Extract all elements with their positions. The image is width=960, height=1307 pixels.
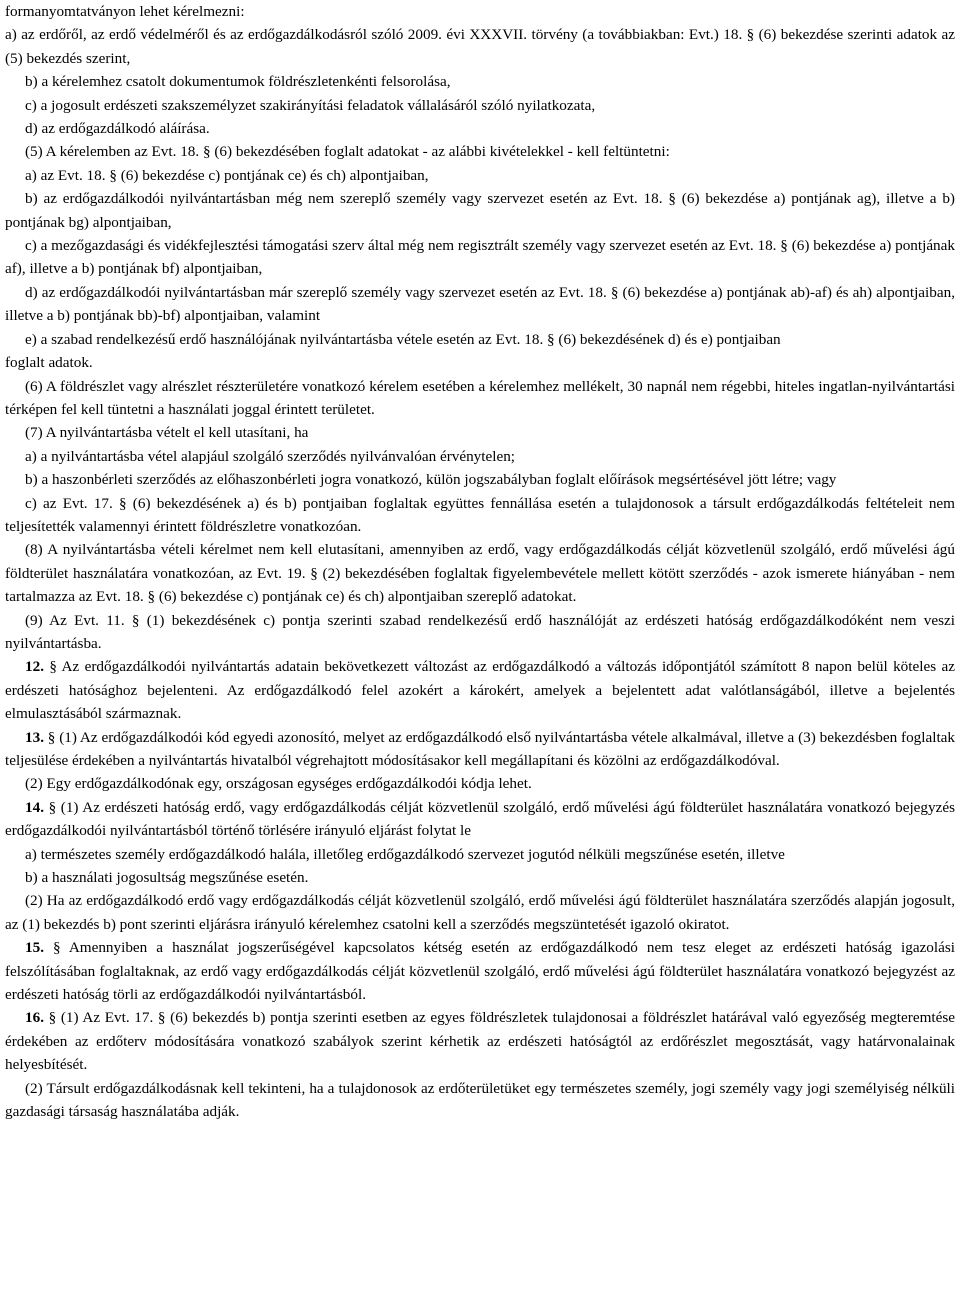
list-item-a: a) az Evt. 18. § (6) bekezdése c) pontjának ce) és ch) alpontjaiban, [25,166,429,184]
section-text: § Az erdőgazdálkodói nyilvántartás adatain bekövetkezett változást az erdőgazdálkodó a változás időpontjától számított 8 napon belül köteles az erdészeti hatósághoz bejelenteni. Az erdőgazdálkodó felel azokért a károkért, amelyek a bejelentett adat valótlanságából, illetve a bejelentés elmulasztásából származnak. [5,658,955,723]
section-number: 13. [25,728,44,746]
section-text: § (1) Az Evt. 17. § (6) bekezdés b) pontja szerinti esetben az egyes földrészletek tulajdonosai a földrészlet határával való egyezőség megteremtése érdekében az erdőterv módosítására vonatkozó szabályok szerint kérhetik az erdészeti hatóságtól az erdőrészlet megosztását, vagy határvonalainak helyesbítését. [5,1009,955,1074]
list-item-c: c) az Evt. 17. § (6) bekezdésének a) és b) pontjaiban foglaltak együttes fennállása esetén a tulajdonosok a társult erdőgazdálkodás feltételeit nem teljesítették valamennyi érintett földrészletre vonatkozóan. [5,494,955,535]
section-text: § Amennyiben a használat jogszerűségével kapcsolatos kétség esetén az erdőgazdálkodó nem tesz eleget az erdészeti hatóság igazolási felszólításában foglaltaknak, az erdő vagy erdőgazdálkodás célját közvetlenül szolgáló, erdő művelési ágú földterület használatára vonatkozó bejegyzést az erdészeti hatóság törli az erdőgazdálkodói nyilvántartásból. [5,939,955,1004]
document-page [5,0,955,1124]
list-item-d: d) az erdőgazdálkodói nyilvántartásban már szereplő személy vagy szervezet esetén az Evt. 18. § (6) bekezdése a) pontjának ab)-af) és ah) alpontjaiban, illetve a b) pontjának bb)-bf) alpontjaiban, valamint [5,283,955,325]
section-text: § (1) Az erdőgazdálkodói kód egyedi azonosító, melyet az erdőgazdálkodó első nyilvántartásba vétele alkalmával, illetve a (3) bekezdésben foglaltak teljesülése érdekében a nyilvántartás hivatalból végrehajtott módosításakor kell megállapítani és közölni az erdőgazdálkodóval. [5,728,955,769]
paragraph-7: (7) A nyilvántartásba vételt el kell utasítani, ha [25,424,309,442]
paragraph-5: (5) A kérelemben az Evt. 18. § (6) bekezdésében foglalt adatokat - az alábbi kivételekkel - kell feltüntetni: [25,143,670,161]
section-15 [5,936,955,1006]
list-item-a: a) természetes személy erdőgazdálkodó halála, illetőleg erdőgazdálkodó szervezet jogutód nélküli megszűnése esetén, illetve [25,845,785,863]
paragraph-16-2: (2) Társult erdőgazdálkodásnak kell tekinteni, ha a tulajdonosok az erdőterületüket egy természetes személy, jogi személy vagy jogi személyiség nélküli gazdasági társaság használatába adják. [5,1079,955,1121]
list-item-b: b) az erdőgazdálkodói nyilvántartásban még nem szereplő személy vagy szervezet esetén az Evt. 18. § (6) bekezdése a) pontjának ag), illetve a b) pontjának bg) alpontjaiban, [5,190,955,231]
section-14 [5,796,955,843]
text-line: foglalt adatok. [5,354,93,372]
paragraph-6: (6) A földrészlet vagy alrészlet részterületére vonatkozó kérelem esetében a kérelemhez mellékelt, 30 napnál nem régebbi, hiteles ingatlan-nyilvántartási térképen fel kell tüntetni a használati joggal érintett területet. [5,377,955,418]
text-line: formanyomtatványon lehet kérelmezni: [5,3,245,20]
section-16 [5,1006,955,1076]
paragraph-9: (9) Az Evt. 11. § (1) bekezdésének c) pontja szerinti szabad rendelkezésű erdő használóját az erdészeti hatóság erdőgazdálkodóként nem veszi nyilvántartásba. [5,611,955,652]
list-item-c: c) a mezőgazdasági és vidékfejlesztési támogatási szerv által még nem regisztrált személy vagy szervezet esetén az Evt. 18. § (6) bekezdése a) pontjának af), illetve a b) pontjának bf) alpontjaiban, [5,237,955,278]
section-number: 16. [25,1009,44,1027]
list-item-a: a) a nyilvántartásba vétel alapjául szolgáló szerződés nyilvánvalóan érvénytelen; [25,447,516,465]
list-item-b: b) a kérelemhez csatolt dokumentumok földrészletenkénti felsorolása, [25,73,451,91]
list-item-d: d) az erdőgazdálkodó aláírása. [25,120,210,138]
section-13 [5,726,955,773]
paragraph-8: (8) A nyilvántartásba vételi kérelmet nem kell elutasítani, amennyiben az erdő, vagy erdőgazdálkodás célját közvetlenül szolgáló, erdő művelési ágú földterület használatára vonatkozóan, az Evt. 19. § (2) bekezdésében foglaltak figyelembevétele mellett kötött szerződés - azok ismerete hiányában - nem tartalmazza az Evt. 18. § (6) bekezdése c) pontjának ce) és ch) alpontjaiban szereplő adatokat. [5,541,955,606]
list-item-e: e) a szabad rendelkezésű erdő használójának nyilvántartásba vétele esetén az Evt. 18. § (6) bekezdésének d) és e) pontjaiban [25,330,781,348]
list-item-c: c) a jogosult erdészeti szakszemélyzet szakirányítási feladatok vállalásáról szóló nyilatkozata, [25,96,596,114]
section-number: 14. [25,798,44,816]
list-item-b: b) a használati jogosultság megszűnése esetén. [25,869,309,887]
section-number: 12. [25,658,44,676]
section-12 [5,655,955,725]
section-text: § (1) Az erdészeti hatóság erdő, vagy erdőgazdálkodás célját közvetlenül szolgáló, erdő művelési ágú földterület használatára vonatkozó bejegyzés erdőgazdálkodói nyilvántartásból történő törlésére irányuló eljárást folytat le [5,798,955,840]
list-item-b: b) a haszonbérleti szerződés az előhaszonbérleti jogra vonatkozó, külön jogszabályban foglalt előírások megsértésével jött létre; vagy [25,471,837,489]
paragraph-14-2: (2) Ha az erdőgazdálkodó erdő vagy erdőgazdálkodás célját közvetlenül szolgáló, erdő művelési ágú földterület használatára szerződés alapján jogosult, az (1) bekezdés b) pont szerinti eljárásra irányuló kérelemhez csatolni kell a szerződés megszüntetését igazoló okiratot. [5,892,955,933]
paragraph-13-2: (2) Egy erdőgazdálkodónak egy, országosan egységes erdőgazdálkodói kódja lehet. [25,775,532,793]
list-item-a: a) az erdőről, az erdő védelméről és az erdőgazdálkodásról szóló 2009. évi XXXVII. törvény (a továbbiakban: Evt.) 18. § (6) bekezdése szerinti adatok az (5) bekezdés szerint, [5,26,955,67]
section-number: 15. [25,939,44,957]
